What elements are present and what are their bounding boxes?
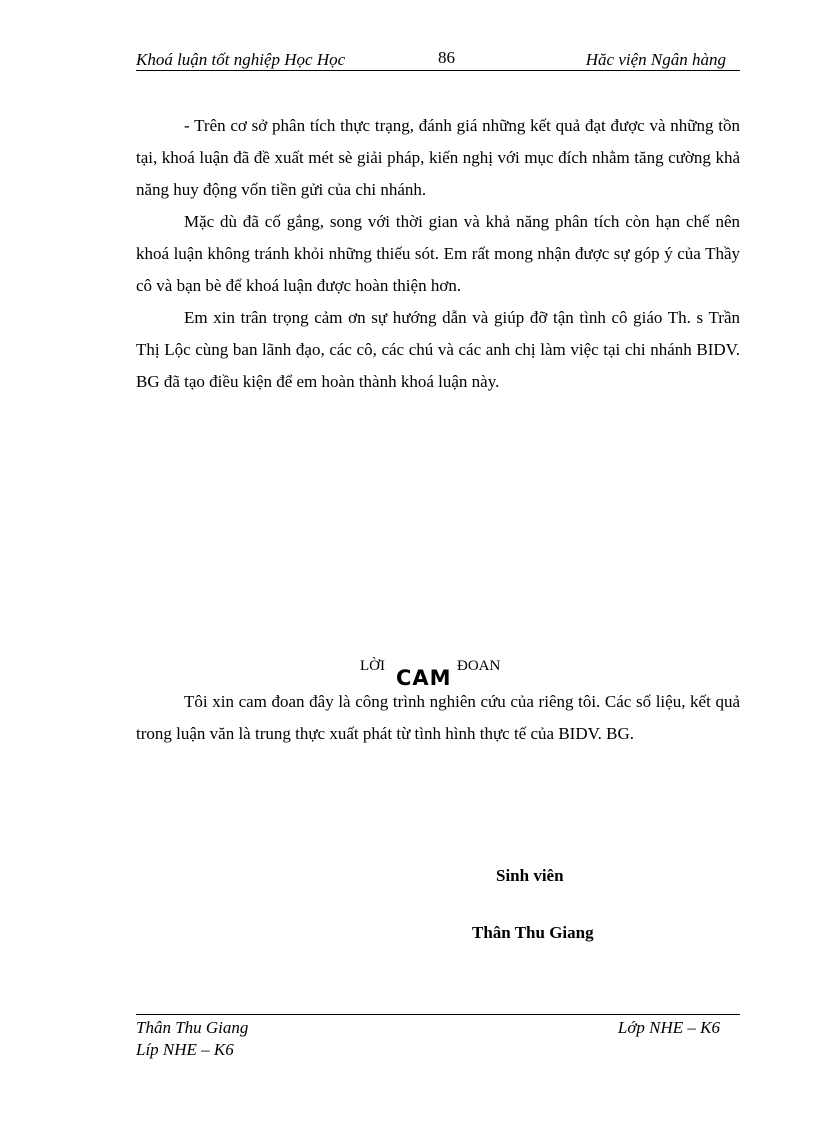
page-header xyxy=(136,46,740,71)
declaration-section xyxy=(136,686,740,750)
header-page-number: 86 xyxy=(438,48,455,67)
conclusion-section xyxy=(136,110,740,398)
signature-title: Sinh viên xyxy=(496,866,564,885)
declaration-title-part-3: ĐOAN xyxy=(457,658,501,674)
declaration-paragraph: Tôi xin cam đoan đây là công trình nghiên cứu của riêng tôi. Các số liệu, kết quả trong luận văn là trung thực xuất phát từ tình hình thực tế của BIDV. BG. xyxy=(136,692,740,743)
conclusion-paragraph-3: Em xin trân trọng cảm ơn sự hướng dẫn và giúp đỡ tận tình cô giáo Th. s Trần Thị Lộc cùng ban lãnh đạo, các cô, các chú và các anh chị làm việc tại chi nhánh BIDV. BG đã tạo điều kiện để em hoàn thành khoá luận này. xyxy=(136,308,740,391)
header-document-title: Khoá luận tốt nghiệp Học Học xyxy=(136,50,346,69)
page-footer xyxy=(136,1014,740,1059)
footer-author: Thân Thu Giang xyxy=(136,1018,249,1037)
header-institution: Hăc viện Ngân hàng xyxy=(585,50,726,69)
conclusion-paragraph-2: Mặc dù đã cố gắng, song với thời gian và khả năng phân tích còn hạn chế nên khoá luận không tránh khỏi những thiếu sót. Em rất mong nhận được sự góp ý của Thầy cô và bạn bè để khoá luận được hoàn thiện hơn. xyxy=(136,212,740,295)
footer-class: Lớp NHE – K6 xyxy=(617,1018,720,1037)
declaration-title-part-1: LỜI xyxy=(360,658,385,674)
signature-name: Thân Thu Giang xyxy=(472,923,594,942)
footer-class-secondary: Líp NHE – K6 xyxy=(136,1040,234,1059)
conclusion-paragraph-1: - Trên cơ sở phân tích thực trạng, đánh giá những kết quả đạt được và những tồn tại, khoá luận đã đề xuất mét sè giải pháp, kiến nghị với mục đích nhằm tăng cường khả năng huy động vốn tiền gửi của chi nhánh. xyxy=(136,116,740,199)
declaration-title-part-2: CAM xyxy=(396,666,452,690)
